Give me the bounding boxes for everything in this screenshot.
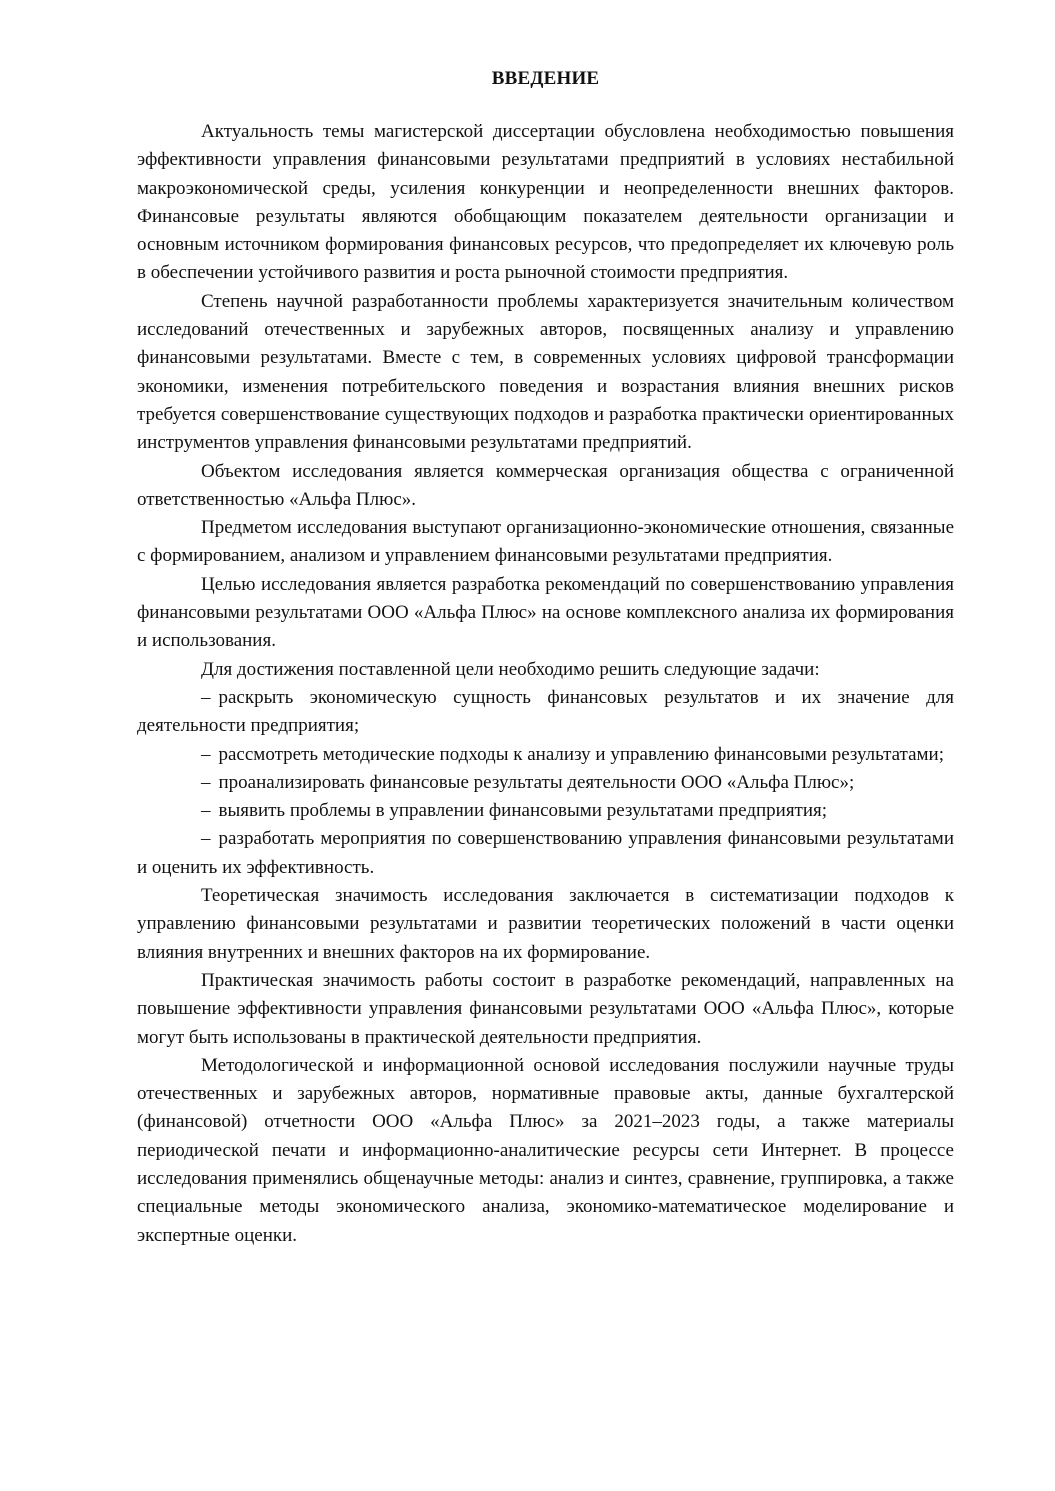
document-title: ВВЕДЕНИЕ — [491, 68, 600, 89]
list-item-text: раскрыть экономическую сущность финансовых результатов и их значение для деятельности предприятия; — [137, 686, 954, 737]
list-item — [137, 684, 954, 741]
paragraph-research-degree: Степень научной разработанности проблемы характеризуется значительным количеством исследований отечественных и зарубежных авторов, посвященных анализу и управлению финансовыми результатами. Вместе с тем, в современных условиях цифровой трансформации экономики, изменения потребительского поведения и возрастания влияния внешних рисков требуется совершенствование существующих подходов и разработка практически ориентированных инструментов управления финансовыми результатами предприятий. — [137, 290, 954, 454]
list-item-text: рассмотреть методические подходы к анализу и управлению финансовыми результатами; — [218, 743, 944, 765]
list-dash: – — [201, 686, 211, 708]
list-item — [137, 797, 954, 825]
list-item — [137, 741, 954, 769]
list-item-text: проанализировать финансовые результаты деятельности ООО «Альфа Плюс»; — [218, 771, 855, 793]
paragraph-theoretical-significance: Теоретическая значимость исследования заключается в систематизации подходов к управлению финансовыми результатами и развитии теоретических положений в части оценки влияния внутренних и внешних факторов на их формирование. — [137, 885, 954, 963]
paragraph-object: Объектом исследования является коммерческая организация общества с ограниченной ответственностью «Альфа Плюс». — [137, 460, 954, 510]
paragraph-goal: Целью исследования является разработка рекомендаций по совершенствованию управления финансовыми результатами ООО «Альфа Плюс» на основе комплексного анализа их формирования и использования. — [137, 573, 954, 652]
paragraph-methodology: Методологической и информационной основой исследования послужили научные труды отечественных и зарубежных авторов, нормативные правовые акты, данные бухгалтерской (финансовой) отчетности ООО «Альфа Плюс» за 2021–2023 годы, а также материалы периодической печати и информационно-аналитические ресурсы сети Интернет. В процессе исследования применялись общенаучные методы: анализ и синтез, сравнение, группировка, а также специальные методы экономического анализа, экономико-математическое моделирование и экспертные оценки. — [137, 1054, 954, 1246]
list-item-text: разработать мероприятия по совершенствованию управления финансовыми результатами и оценить их эффективность. — [137, 828, 954, 878]
list-dash: – — [201, 828, 211, 850]
paragraph-practical-significance: Практическая значимость работы состоит в разработке рекомендаций, направленных на повышение эффективности управления финансовыми результатами ООО «Альфа Плюс», которые могут быть использованы в практической деятельности предприятия. — [137, 969, 954, 1048]
list-item — [137, 825, 954, 882]
tasks-list — [137, 684, 954, 882]
paragraph-relevance: Актуальность темы магистерской диссертации обусловлена необходимостью повышения эффективности управления финансовыми результатами предприятий в условиях нестабильной макроэкономической среды, усиления конкуренции и неопределенности внешних факторов. Финансовые результаты являются обобщающим показателем деятельности организации и основным источником формирования финансовых ресурсов, что предопределяет их ключевую роль в обеспечении устойчивого развития и роста рыночной стоимости предприятия. — [137, 121, 954, 284]
list-dash: – — [201, 800, 211, 822]
list-dash: – — [201, 771, 211, 793]
list-dash: – — [201, 743, 211, 765]
list-item-text: выявить проблемы в управлении финансовыми результатами предприятия; — [218, 800, 828, 822]
list-item — [137, 769, 954, 797]
paragraph-subject: Предметом исследования выступают организационно-экономические отношения, связанные с формированием, анализом и управлением финансовыми результатами предприятия. — [137, 517, 954, 567]
document-body — [137, 66, 954, 1250]
paragraph-tasks-intro: Для достижения поставленной цели необходимо решить следующие задачи: — [201, 658, 820, 680]
